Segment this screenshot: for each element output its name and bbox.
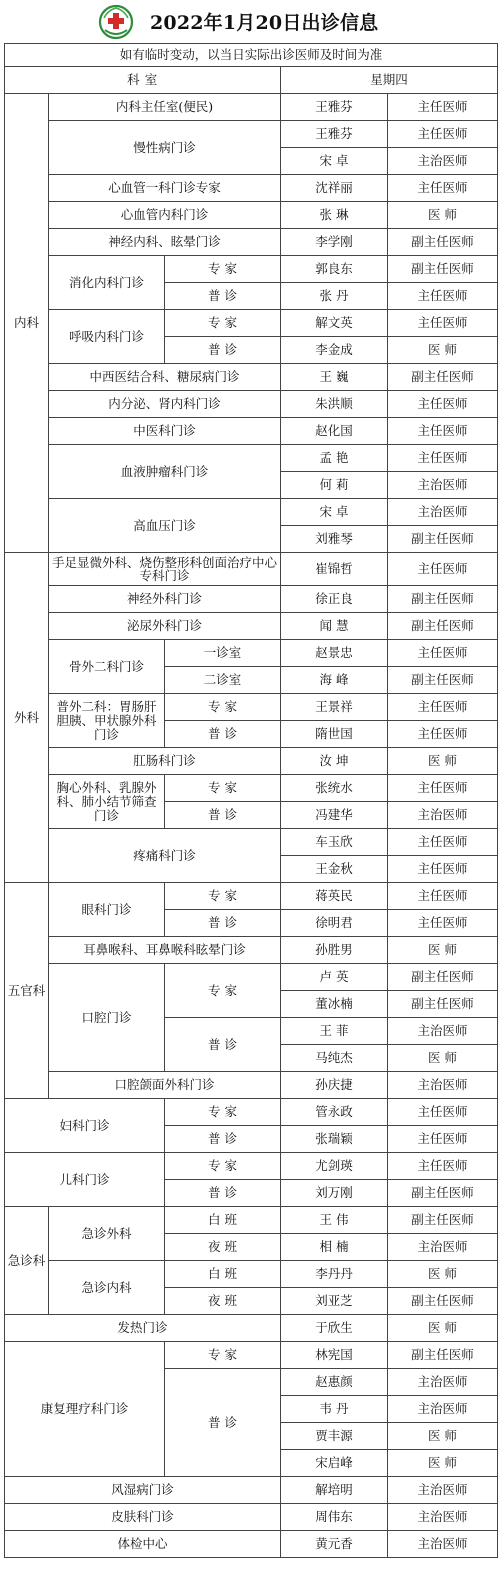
title-cell: 主任医师	[388, 910, 498, 937]
clinic-cell: 神经内科、眩晕门诊	[49, 229, 281, 256]
type-cell: 专 家	[165, 1099, 281, 1126]
title-cell: 主治医师	[388, 148, 498, 175]
title-cell: 主任医师	[388, 418, 498, 445]
doctor-cell: 沈祥丽	[281, 175, 388, 202]
doctor-cell: 王 巍	[281, 364, 388, 391]
title-cell: 主任医师	[388, 640, 498, 667]
doctor-cell: 何 莉	[281, 472, 388, 499]
doctor-cell: 宋启峰	[281, 1450, 388, 1477]
title-cell: 主任医师	[388, 694, 498, 721]
table-row	[5, 445, 498, 472]
doctor-cell: 宋 卓	[281, 148, 388, 175]
type-cell: 普 诊	[165, 1018, 281, 1072]
clinic-cell: 中西医结合科、糖尿病门诊	[49, 364, 281, 391]
type-cell: 专 家	[165, 256, 281, 283]
title-cell: 主任医师	[388, 829, 498, 856]
table-row	[5, 1261, 498, 1288]
title-cell: 主治医师	[388, 1369, 498, 1396]
type-cell: 专 家	[165, 1153, 281, 1180]
doctor-cell: 王 菲	[281, 1018, 388, 1045]
header-row	[5, 67, 498, 94]
doctor-cell: 孙庆捷	[281, 1072, 388, 1099]
clinic-cell: 妇科门诊	[5, 1099, 165, 1153]
table-row	[5, 748, 498, 775]
doctor-cell: 解培明	[281, 1477, 388, 1504]
table-row	[5, 553, 498, 586]
title-cell: 主任医师	[388, 775, 498, 802]
clinic-cell: 消化内科门诊	[49, 256, 165, 310]
doctor-cell: 黄元香	[281, 1531, 388, 1558]
category-cell: 急诊科	[5, 1207, 49, 1315]
category-cell: 五官科	[5, 883, 49, 1099]
clinic-cell: 口腔颌面外科门诊	[49, 1072, 281, 1099]
doctor-cell: 韦 丹	[281, 1396, 388, 1423]
doctor-cell: 马纯杰	[281, 1045, 388, 1072]
type-cell: 普 诊	[165, 1126, 281, 1153]
title-cell: 副主任医师	[388, 256, 498, 283]
clinic-cell: 康复理疗科门诊	[5, 1342, 165, 1477]
title-cell: 主治医师	[388, 1072, 498, 1099]
doctor-cell: 宋 卓	[281, 499, 388, 526]
title-cell: 主任医师	[388, 883, 498, 910]
clinic-cell: 耳鼻喉科、耳鼻喉科眩晕门诊	[49, 937, 281, 964]
type-cell: 专 家	[165, 310, 281, 337]
clinic-cell: 手足显微外科、烧伤整形科创面治疗中心专科门诊	[49, 553, 281, 586]
clinic-cell: 慢性病门诊	[49, 121, 281, 175]
title-cell: 主任医师	[388, 856, 498, 883]
doctor-cell: 孟 艳	[281, 445, 388, 472]
clinic-cell: 发热门诊	[5, 1315, 281, 1342]
title-cell: 主治医师	[388, 1234, 498, 1261]
clinic-cell: 心血管内科门诊	[49, 202, 281, 229]
doctor-cell: 贾丰源	[281, 1423, 388, 1450]
doctor-cell: 赵化国	[281, 418, 388, 445]
title-cell: 主任医师	[388, 721, 498, 748]
clinic-cell: 呼吸内科门诊	[49, 310, 165, 364]
table-row	[5, 1099, 498, 1126]
doctor-cell: 赵惠颜	[281, 1369, 388, 1396]
title-cell: 副主任医师	[388, 1207, 498, 1234]
title-cell: 主任医师	[388, 283, 498, 310]
table-row	[5, 937, 498, 964]
title-cell: 医 师	[388, 202, 498, 229]
clinic-cell: 内科主任室(便民)	[49, 94, 281, 121]
table-row	[5, 1315, 498, 1342]
title-cell: 副主任医师	[388, 1288, 498, 1315]
table-row	[5, 1072, 498, 1099]
type-cell: 专 家	[165, 883, 281, 910]
doctor-cell: 车玉欣	[281, 829, 388, 856]
clinic-cell: 疼痛科门诊	[49, 829, 281, 883]
table-row	[5, 964, 498, 991]
table-row	[5, 364, 498, 391]
clinic-cell: 儿科门诊	[5, 1153, 165, 1207]
title-cell: 主任医师	[388, 553, 498, 586]
table-row	[5, 499, 498, 526]
type-cell: 白 班	[165, 1261, 281, 1288]
clinic-cell: 体检中心	[5, 1531, 281, 1558]
doctor-cell: 冯建华	[281, 802, 388, 829]
notice-text: 如有临时变动，以当日实际出诊医师及时间为准	[5, 44, 498, 67]
table-row	[5, 391, 498, 418]
type-cell: 白 班	[165, 1207, 281, 1234]
title-cell: 副主任医师	[388, 1180, 498, 1207]
title-cell: 医 师	[388, 937, 498, 964]
title-cell: 主治医师	[388, 472, 498, 499]
title-cell: 副主任医师	[388, 964, 498, 991]
title-cell: 主治医师	[388, 499, 498, 526]
doctor-cell: 王雅芬	[281, 94, 388, 121]
type-cell: 夜 班	[165, 1234, 281, 1261]
title-cell: 主治医师	[388, 1504, 498, 1531]
table-row	[5, 1477, 498, 1504]
clinic-cell: 皮肤科门诊	[5, 1504, 281, 1531]
title-cell: 副主任医师	[388, 526, 498, 553]
clinic-cell: 神经外科门诊	[49, 586, 281, 613]
doctor-cell: 周伟东	[281, 1504, 388, 1531]
doctor-cell: 闻 慧	[281, 613, 388, 640]
clinic-cell: 口腔门诊	[49, 964, 165, 1072]
table-row	[5, 1531, 498, 1558]
clinic-cell: 普外二科：胃肠肝胆胰、甲状腺外科门诊	[49, 694, 165, 748]
doctor-cell: 董冰楠	[281, 991, 388, 1018]
table-row	[5, 94, 498, 121]
table-row	[5, 1342, 498, 1369]
doctor-cell: 李金成	[281, 337, 388, 364]
title-cell: 医 师	[388, 1261, 498, 1288]
doctor-cell: 刘雅琴	[281, 526, 388, 553]
table-row	[5, 175, 498, 202]
doctor-cell: 王雅芬	[281, 121, 388, 148]
table-row	[5, 694, 498, 721]
clinic-cell: 内分泌、肾内科门诊	[49, 391, 281, 418]
doctor-cell: 解文英	[281, 310, 388, 337]
type-cell: 普 诊	[165, 1369, 281, 1477]
title-cell: 主治医师	[388, 1531, 498, 1558]
type-cell: 普 诊	[165, 910, 281, 937]
doctor-cell: 林宪国	[281, 1342, 388, 1369]
title-cell: 医 师	[388, 1423, 498, 1450]
doctor-cell: 汝 坤	[281, 748, 388, 775]
doctor-cell: 孙胜男	[281, 937, 388, 964]
doctor-cell: 卢 英	[281, 964, 388, 991]
doctor-cell: 张 丹	[281, 283, 388, 310]
doctor-cell: 张 琳	[281, 202, 388, 229]
clinic-cell: 急诊外科	[49, 1207, 165, 1261]
title-cell: 副主任医师	[388, 586, 498, 613]
doctor-cell: 于欣生	[281, 1315, 388, 1342]
page-title: 2022年1月20日出诊信息	[150, 12, 379, 34]
clinic-cell: 肛肠科门诊	[49, 748, 281, 775]
doctor-cell: 张瑞颖	[281, 1126, 388, 1153]
schedule-table	[4, 43, 498, 1558]
clinic-cell: 高血压门诊	[49, 499, 281, 553]
doctor-cell: 朱洪顺	[281, 391, 388, 418]
doctor-cell: 管永政	[281, 1099, 388, 1126]
table-row	[5, 1153, 498, 1180]
title-cell: 副主任医师	[388, 229, 498, 256]
dept-header: 科 室	[5, 67, 281, 94]
doctor-cell: 尤剑瑛	[281, 1153, 388, 1180]
clinic-cell: 骨外二科门诊	[49, 640, 165, 694]
title-cell: 副主任医师	[388, 1342, 498, 1369]
type-cell: 专 家	[165, 1342, 281, 1369]
clinic-cell: 胸心外科、乳腺外科、肺小结节筛查门诊	[49, 775, 165, 829]
title-cell: 主任医师	[388, 175, 498, 202]
table-row	[5, 418, 498, 445]
table-row	[5, 256, 498, 283]
title-cell: 医 师	[388, 748, 498, 775]
clinic-cell: 风湿病门诊	[5, 1477, 281, 1504]
table-row	[5, 586, 498, 613]
type-cell: 普 诊	[165, 721, 281, 748]
title-cell: 医 师	[388, 1045, 498, 1072]
doctor-cell: 刘亚芝	[281, 1288, 388, 1315]
doctor-cell: 赵景忠	[281, 640, 388, 667]
category-cell: 内科	[5, 94, 49, 553]
table-row	[5, 640, 498, 667]
title-cell: 主任医师	[388, 121, 498, 148]
clinic-cell: 中医科门诊	[49, 418, 281, 445]
title-cell: 主治医师	[388, 802, 498, 829]
type-cell: 夜 班	[165, 1288, 281, 1315]
title-cell: 主任医师	[388, 310, 498, 337]
table-row	[5, 202, 498, 229]
type-cell: 普 诊	[165, 802, 281, 829]
clinic-cell: 急诊内科	[49, 1261, 165, 1315]
category-cell: 外科	[5, 553, 49, 883]
type-cell: 普 诊	[165, 1180, 281, 1207]
type-cell: 二诊室	[165, 667, 281, 694]
title-cell: 主治医师	[388, 1018, 498, 1045]
table-row	[5, 883, 498, 910]
title-cell: 主任医师	[388, 1126, 498, 1153]
type-cell: 专 家	[165, 775, 281, 802]
table-row	[5, 829, 498, 856]
title-cell: 主任医师	[388, 1153, 498, 1180]
type-cell: 专 家	[165, 694, 281, 721]
doctor-cell: 隋世国	[281, 721, 388, 748]
type-cell: 普 诊	[165, 283, 281, 310]
doctor-cell: 蒋英民	[281, 883, 388, 910]
table-row	[5, 229, 498, 256]
title-cell: 主治医师	[388, 1477, 498, 1504]
type-cell: 一诊室	[165, 640, 281, 667]
title-cell: 主治医师	[388, 1396, 498, 1423]
doctor-cell: 徐明君	[281, 910, 388, 937]
doctor-cell: 张统水	[281, 775, 388, 802]
doctor-cell: 相 楠	[281, 1234, 388, 1261]
doctor-cell: 王景祥	[281, 694, 388, 721]
doctor-cell: 王 伟	[281, 1207, 388, 1234]
table-row	[5, 310, 498, 337]
title-cell: 副主任医师	[388, 364, 498, 391]
doctor-cell: 徐正良	[281, 586, 388, 613]
doctor-cell: 海 峰	[281, 667, 388, 694]
doctor-cell: 郭良东	[281, 256, 388, 283]
page-header	[0, 0, 500, 45]
clinic-cell: 眼科门诊	[49, 883, 165, 937]
doctor-cell: 李学刚	[281, 229, 388, 256]
clinic-cell: 泌尿外科门诊	[49, 613, 281, 640]
doctor-cell: 刘万刚	[281, 1180, 388, 1207]
title-cell: 医 师	[388, 1315, 498, 1342]
title-cell: 主任医师	[388, 1099, 498, 1126]
title-cell: 主任医师	[388, 391, 498, 418]
hospital-logo-icon	[96, 4, 136, 40]
clinic-cell: 心血管一科门诊专家	[49, 175, 281, 202]
table-row	[5, 613, 498, 640]
doctor-cell: 王金秋	[281, 856, 388, 883]
table-row	[5, 121, 498, 148]
type-cell: 普 诊	[165, 337, 281, 364]
type-cell: 专 家	[165, 964, 281, 1018]
title-cell: 副主任医师	[388, 991, 498, 1018]
notice-row	[5, 44, 498, 67]
table-row	[5, 1207, 498, 1234]
title-cell: 医 师	[388, 1450, 498, 1477]
day-header: 星期四	[281, 67, 498, 94]
doctor-cell: 李丹丹	[281, 1261, 388, 1288]
title-cell: 主任医师	[388, 445, 498, 472]
title-cell: 副主任医师	[388, 667, 498, 694]
clinic-cell: 血液肿瘤科门诊	[49, 445, 281, 499]
table-row	[5, 1504, 498, 1531]
title-cell: 医 师	[388, 337, 498, 364]
title-cell: 主任医师	[388, 94, 498, 121]
doctor-cell: 崔锦哲	[281, 553, 388, 586]
title-cell: 副主任医师	[388, 613, 498, 640]
table-row	[5, 775, 498, 802]
